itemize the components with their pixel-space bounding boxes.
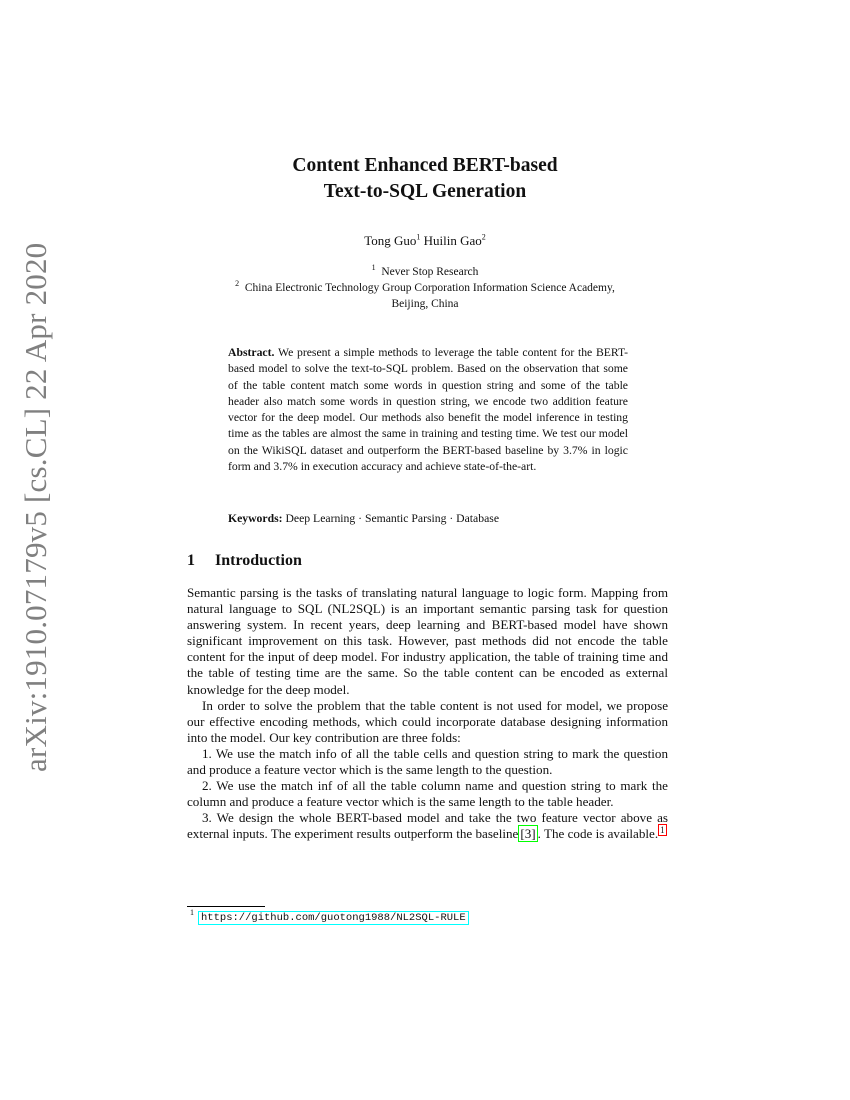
author-affiliation-mark: 1 bbox=[416, 232, 421, 242]
abstract-text: We present a simple methods to leverage the table content for the BERT-based model to solve the text-to-SQL problem. Based on the observation that some of the table content match some words in question string and some of the table header also match some words in question string, we encode two addition feature vector for the deep model. Our methods also benefit the model inference in testing time as the tables are almost the same in training and testing time. We test our model on the WikiSQL dataset and outperform the BERT-based baseline by 3.7% in logic form and 3.7% in execution accuracy and achieve state-of-the-art. bbox=[228, 346, 628, 474]
affiliation-1 bbox=[0, 264, 850, 280]
paragraph: In order to solve the problem that the table content is not used for model, we propose our effective encoding methods, which could incorporate database designing information into the model. Our key contribution are three folds: bbox=[187, 697, 668, 745]
affiliation-2-line-2: Beijing, China bbox=[391, 298, 459, 310]
paragraph: 1. We use the match info of all the table cells and question string to mark the question and produce a feature vector which is the same length to the question. bbox=[187, 745, 668, 778]
title-line-2: Text-to-SQL Generation bbox=[323, 181, 527, 202]
affiliation-mark: 1 bbox=[371, 263, 376, 273]
keywords-label: Keywords: bbox=[228, 512, 283, 525]
keywords bbox=[228, 512, 628, 525]
footnote bbox=[190, 908, 469, 924]
section-heading bbox=[187, 552, 302, 570]
author-affiliation-mark: 2 bbox=[481, 232, 486, 242]
paragraph: 2. We use the match inf of all the table column name and question string to mark the column and produce a feature vector which is the same length to the table header. bbox=[187, 778, 668, 810]
paragraph-text: 3. We design the whole BERT-based model and take the two feature vector above as external inputs. The experiment results outperform the baseline bbox=[187, 810, 668, 842]
arxiv-identifier-stamp bbox=[18, 242, 58, 772]
author-list bbox=[0, 233, 850, 249]
footnote-divider bbox=[187, 906, 265, 907]
footnote-mark: 1 bbox=[190, 908, 194, 917]
citation-link[interactable]: [3] bbox=[520, 826, 536, 842]
title-line-1: Content Enhanced BERT-based bbox=[292, 155, 558, 176]
affiliation-2 bbox=[0, 280, 850, 296]
affiliation-text: China Electronic Technology Group Corporation Information Science Academy, bbox=[244, 282, 615, 294]
paragraph bbox=[187, 810, 668, 842]
arxiv-identifier-text: arXiv:1910.07179v5 [cs.CL] 22 Apr 2020 bbox=[18, 242, 53, 772]
footnote-url-link[interactable]: https://github.com/guotong1988/NL2SQL-RULE bbox=[198, 911, 469, 925]
keywords-text: Deep Learning · Semantic Parsing · Database bbox=[285, 512, 500, 525]
affiliation-mark: 2 bbox=[235, 279, 240, 289]
section-title: Introduction bbox=[215, 552, 302, 569]
affiliation-text: Never Stop Research bbox=[381, 266, 479, 278]
paragraph: Semantic parsing is the tasks of translating natural language to logic form. Mapping from natural language to SQL (NL2SQL) is an important semantic parsing task for question answering system. In recent years, deep learning and BERT-based model have shown significant improvement on this task. However, past methods did not encode the table content for the input of deep model. For industry application, the table of training time and the table of testing time are the same. So the table content can be encoded as external knowledge for the deep model. bbox=[187, 585, 668, 697]
footnote-link[interactable]: 1 bbox=[660, 825, 665, 836]
author-name: Tong Guo bbox=[364, 233, 417, 248]
abstract-label: Abstract. bbox=[228, 346, 275, 359]
section-number: 1 bbox=[187, 552, 195, 569]
abstract bbox=[228, 345, 628, 475]
author-name: Huilin Gao bbox=[423, 233, 482, 248]
introduction-body bbox=[187, 585, 668, 843]
paragraph-text: . The code is available. bbox=[537, 826, 659, 842]
affiliations bbox=[0, 264, 850, 312]
paper-title bbox=[0, 153, 850, 205]
